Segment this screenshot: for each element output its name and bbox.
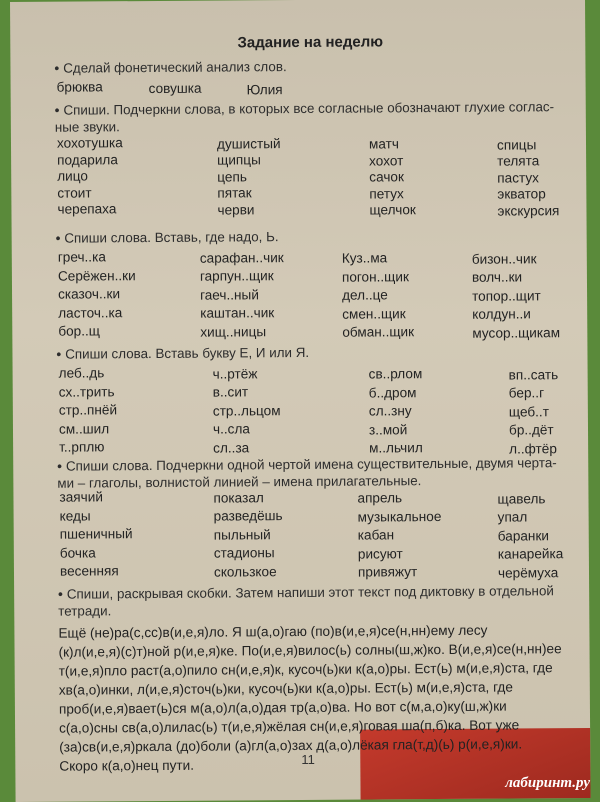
task2-word: черви [217,201,255,218]
task4-instruction: • Спиши слова. Вставь букву Е, И или Я. [56,344,310,362]
task4-word: щеб..т [508,403,549,420]
page-number: 11 [301,751,315,767]
task3-word: погон..щик [341,268,409,285]
dictation-line: т(и,е,я)пло раст(а,о)пило сн(и,е,я)к, кусоч(ь)ки к(а,о)ры. Ест(ь) м(и,е,я)ста, где [58,660,553,679]
task4-word: ч..ртёж [212,365,258,382]
task3-word: Серёжен..ки [57,267,136,284]
task5-word: упал [497,509,528,525]
task5-word: музыкальное [357,508,442,525]
task3-instruction: • Спиши слова. Вставь, где надо, Ь. [55,229,279,246]
task2-word: петух [369,185,404,202]
task3-word: каштан..чик [200,305,275,321]
task5-word: щавель [497,490,546,507]
dictation-line: хв(а,о)инки, л(и,е,я)сточ(ь)ки, кусоч(ь)ки к(а,о)ры. Ест(ь) м(и,е,я)ста, где [58,679,513,698]
bullet-icon: • [54,102,60,118]
bullet-icon: • [56,346,62,362]
task5-word: привяжут [357,564,418,580]
dictation-line: проб(и,е,я)вает(ь)ся м(а,о)л(а,о)дая тр(а,о)ва. Но вот с(м,а,о)ку(ш,ж)ки [58,698,507,717]
task4-word: м..льчил [369,440,423,456]
task4-word: леб..дь [58,365,105,381]
dictation-line: (к)л(и,е,я)(с)т)ной р(и,е,я)ке. По(и,е,я)вилос(ь) солны(ш,ж)ко. В(и,е,я)се(н,нн)ее [58,641,562,660]
task2-word: матч [368,136,399,152]
task5-word: пшеничный [59,526,133,542]
task3-word: гарпун..щик [199,268,274,284]
task2-word: телята [497,153,540,169]
task2-instruction: • Спиши. Подчеркни слова, в которых все согласные обозначают глухие соглас- ные звуки. [54,99,555,135]
task4-word: в..сит [212,384,249,400]
dictation-line: (за)св(и,е,я)ркала (до)боли (а)гл(а,о)зах д(а,о)лёкая гла(т,д)(ь) р(и,е,я)ки. [59,736,523,755]
page-title: Задание на неделю [237,33,384,52]
task2-word: хохот [369,152,404,169]
dictation-line: с(а,о)сны св(а,о)лилас(ь) т(и,е,я)жёлая сн(и,е,я)говая ша(п,б)ка. Вот уже [59,717,520,736]
task2-word: лицо [57,168,88,184]
bullet-icon: • [57,458,63,474]
task2-word: хохотушка [56,135,123,151]
task4-word: сл..зну [368,403,412,419]
task4-word: т..рплю [59,439,105,455]
task1-word: совушка [148,80,202,97]
task5-instruction: • Спиши слова. Подчеркни одной чертой имена существительные, двумя черта- ми – глаголы, волнистой линией – имена прилагательные. [57,455,557,491]
task4-word: стр..льцом [212,402,281,419]
task6-dictation-text [58,620,579,776]
task3-word: бизон..чик [471,250,537,267]
task4-word: б..дром [368,384,417,401]
task4-word: стр..пнёй [58,402,118,418]
task5-word: баранки [497,527,549,544]
task4-word: вп..сать [508,366,559,383]
task2-word: пастух [497,169,539,186]
task2-word: подарила [57,151,118,168]
task5-word: весенняя [59,563,119,579]
task3-word: Куз..ма [341,250,388,266]
task2-word: сачок [369,169,404,185]
task1-word: брюква [56,79,103,95]
task4-word: сх..трить [58,383,115,400]
task4-word: з..мой [368,421,408,438]
task5-word: бочка [59,544,96,561]
task3-word: бор..щ [58,323,101,339]
task1-word: Юлия [246,82,283,98]
task4-word: св..рлом [368,366,423,382]
task4-word: л..фтёр [509,440,557,457]
task5-word: кабан [357,527,395,543]
task5-word: скользкое [213,563,277,580]
task5-word: заячий [59,489,103,505]
dictation-line: Ещё (не)ра(с,сс)в(и,е,я)ло. Я ш(а,о)гаю (по)в(и,е,я)се(н,нн)ему лесу [58,622,488,641]
task2-word: щелчок [369,202,416,218]
task2-word: щипцы [217,152,261,168]
task4-word: бер..г [508,385,545,401]
task5-word: стадионы [213,545,275,561]
task3-word: сарафан..чик [199,249,284,266]
task2-word: черепаха [57,201,117,217]
task2-word: экватор [497,186,546,202]
task2-word: экскурсия [497,202,560,219]
dictation-line: Скоро к(а,о)нец пути. [59,757,195,774]
task3-word: гаеч..ный [200,286,259,303]
task5-word: пыльный [213,526,271,543]
task1-instruction: • Сделай фонетический анализ слов. [54,59,287,76]
task3-word: топор..щит [472,287,541,304]
task3-word: колдун..и [472,306,531,322]
task2-word: душистый [216,135,281,152]
task3-word: хищ..ницы [200,323,267,340]
task5-word: канарейка [497,546,564,562]
workbook-page [10,0,591,802]
bullet-icon: • [58,586,63,602]
task2-word: пятак [217,185,252,201]
watermark-logo: лабиринт.ру [505,775,590,791]
task3-word: греч..ка [57,249,106,265]
task5-word: черёмуха [497,564,559,581]
task2-word: цепь [217,168,247,185]
task3-word: мусор..щикам [472,324,561,341]
task2-word: спицы [496,136,537,153]
task4-word: сл..за [213,439,250,456]
task5-word: разведёшь [213,508,283,524]
bullet-icon: • [54,60,60,76]
task4-word: бр..дёт [508,422,554,438]
task3-word: дел..це [342,287,388,303]
task3-word: ласточ..ка [58,304,123,321]
task3-word: обман..щик [342,324,415,340]
task5-word: показал [213,489,264,506]
task4-word: ч..сла [212,421,250,437]
task5-word: апрель [357,490,403,506]
task3-word: смен..щик [342,305,406,322]
bullet-icon: • [55,230,61,246]
task6-instruction: • Спиши, раскрывая скобки. Затем напиши этот текст под диктовку в отдельной тетради. [58,583,554,619]
task2-word: стоит [57,184,92,201]
task5-word: кеды [59,507,91,524]
task4-word: см..шил [58,420,110,437]
task3-word: сказоч..ки [57,286,121,302]
task3-word: волч..ки [471,269,523,285]
task5-word: рисуют [357,545,403,562]
